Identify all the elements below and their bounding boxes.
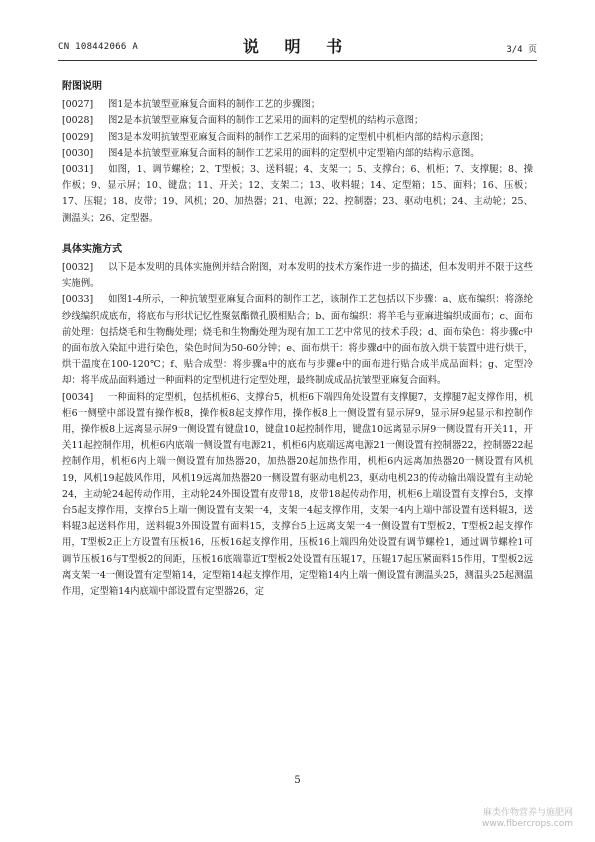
paragraph-text: 图1是本抗皱型亚麻复合面料的制作工艺的步骤图；: [108, 99, 321, 111]
document-body: [62, 79, 533, 600]
paragraph: [62, 260, 533, 292]
paragraph-number: [0033]: [62, 294, 94, 306]
paragraph-text: 如图，1、调节螺栓；2、T型板；3、送料辊；4、支架一；5、支撑台；6、机柜；7、支撑腿；8、操作板；9、显示屏；10、键盘；11、开关；12、支架二；13、收料辊；14、定型箱；15、面料；16、压板；17、压辊；18、皮带；19、风机；20、加热器；21、电源；22、控制器；23、驱动电机；24、主动轮；25、测温头；26、定型器。: [62, 164, 533, 224]
watermark-url: www.fibercrops.com: [482, 819, 573, 829]
watermark-site-name: 麻类作物营养与施肥网: [482, 808, 573, 818]
paragraph-number: [0030]: [62, 147, 94, 159]
paragraph-text: 图4是本抗皱型亚麻复合面料的制作工艺采用的面料的定型机中定型箱内部的结构示意图。: [108, 147, 480, 159]
paragraph: [62, 113, 533, 129]
paragraph-number: [0031]: [62, 164, 94, 176]
paragraph-number: [0027]: [62, 99, 94, 111]
section-gap: [62, 227, 533, 242]
paragraph-text: 一种面料的定型机，包括机柜6、支撑台5，机柜6下端四角处设置有支撑腿7，支撑腿7起支撑作用，机柜6一侧壁中部设置有操作板8，操作板8起支撑作用，操作板8上一侧设置有显示屏9，显示屏9起显示和控制作用，操作板8上远离显示屏9一侧设置有键盘10，键盘10起控制作用，键盘10远离显示屏9一侧设置有开关11，开关11起控制作用，机柜6内底端一侧设置有电源21，机柜6内底端远离电源21一侧设置有控制器22，控制器22起控制作用，机柜6内上端一侧设置有加热器20，加热器20起加热作用，机柜6内远离加热器20一侧设置有风机19，风机19起鼓风作用，风机19远离加热器20一侧设置有驱动电机23，驱动电机23的传动输出端设置有主动轮24，主动轮24起传动作用，主动轮24外围设置有皮带18，皮带18起传动作用，机柜6上端设置有支撑台5，支撑台5起支撑作用，支撑台5上端一侧设置有支架一4，支架一4起支撑作用，支架一4内上端中部设置有送料辊3，送料辊3起送料作用，送料辊3外围设置有面料15，支撑台5上远离支架一4一侧设置有T型板2，T型板2起支撑作用，T型板2正上方设置有压板16，压板16起支撑作用，压板16上端四角处设置有调节螺栓1，通过调节螺栓1可调节压板16与T型板2的间距，压板16底端靠近T型板2处设置有压辊17，压辊17起压紧面料15作用，T型板2远离支架一4一侧设置有定型箱14，定型箱14起支撑作用，定型箱14内上端一侧设置有测温头25，测温头25起测温作用，定型箱14内底端中部设置有定型器26，定: [62, 391, 533, 598]
paragraph-text: 图3是本发明抗皱型亚麻复合面料的制作工艺采用的面料的定型机中机柜内部的结构示意图；: [108, 131, 489, 143]
watermark: [482, 808, 573, 830]
page-number: 5: [294, 775, 301, 786]
paragraph: [62, 390, 533, 601]
paragraph-text: 图2是本抗皱型亚麻复合面料的制作工艺采用的面料的定型机的结构示意图；: [108, 115, 424, 127]
paragraph-number: [0034]: [62, 391, 94, 403]
paragraph: [62, 292, 533, 389]
paragraph: [62, 162, 533, 227]
header-rule: [58, 60, 537, 61]
paragraph: [62, 130, 533, 146]
paragraph-number: [0032]: [62, 262, 94, 274]
paragraph: [62, 146, 533, 162]
paragraph-text: 以下是本发明的具体实施例并结合附图，对本发明的技术方案作进一步的描述，但本发明并不限于这些实施例。: [62, 262, 533, 290]
document-title: 说 明 书: [242, 37, 353, 56]
paragraph-number: [0029]: [62, 131, 94, 143]
paragraph: [62, 97, 533, 113]
section-title-figures: 附图说明: [62, 81, 102, 92]
section-title-embodiment: 具体实施方式: [62, 243, 122, 255]
page-header: [58, 34, 537, 56]
paragraph-text: 如图1-4所示，一种抗皱型亚麻复合面料的制作工艺，该制作工艺包括以下步骤：a、底布编织：将涤纶纱线编织成底布，将底布与形状记忆性聚氨酯微孔膜相贴合；b、面布编织：将羊毛与亚麻进编织成面布；c、面布前处理：包括烧毛和生物酶处理；烧毛和生物酶处理为现有加工工艺中常见的技术手段；d、面布染色：将步骤c中的面布放入染缸中进行染色，染色时间为50-60分钟；e、面布烘干：将步骤d中的面布放入烘干装置中进行烘干，烘干温度在100-120℃；f、贴合成型：将步骤a中的底布与步骤e中的面布进行贴合成半成品面料；g、定型冷却：将半成品面料通过一种面料的定型机进行定型处理，最终制成成品抗皱型亚麻复合面料。: [62, 294, 533, 387]
paragraph-number: [0028]: [62, 115, 94, 127]
page-info: 3/4 页: [506, 45, 537, 55]
patent-number: CN 108442066 A: [58, 42, 139, 52]
